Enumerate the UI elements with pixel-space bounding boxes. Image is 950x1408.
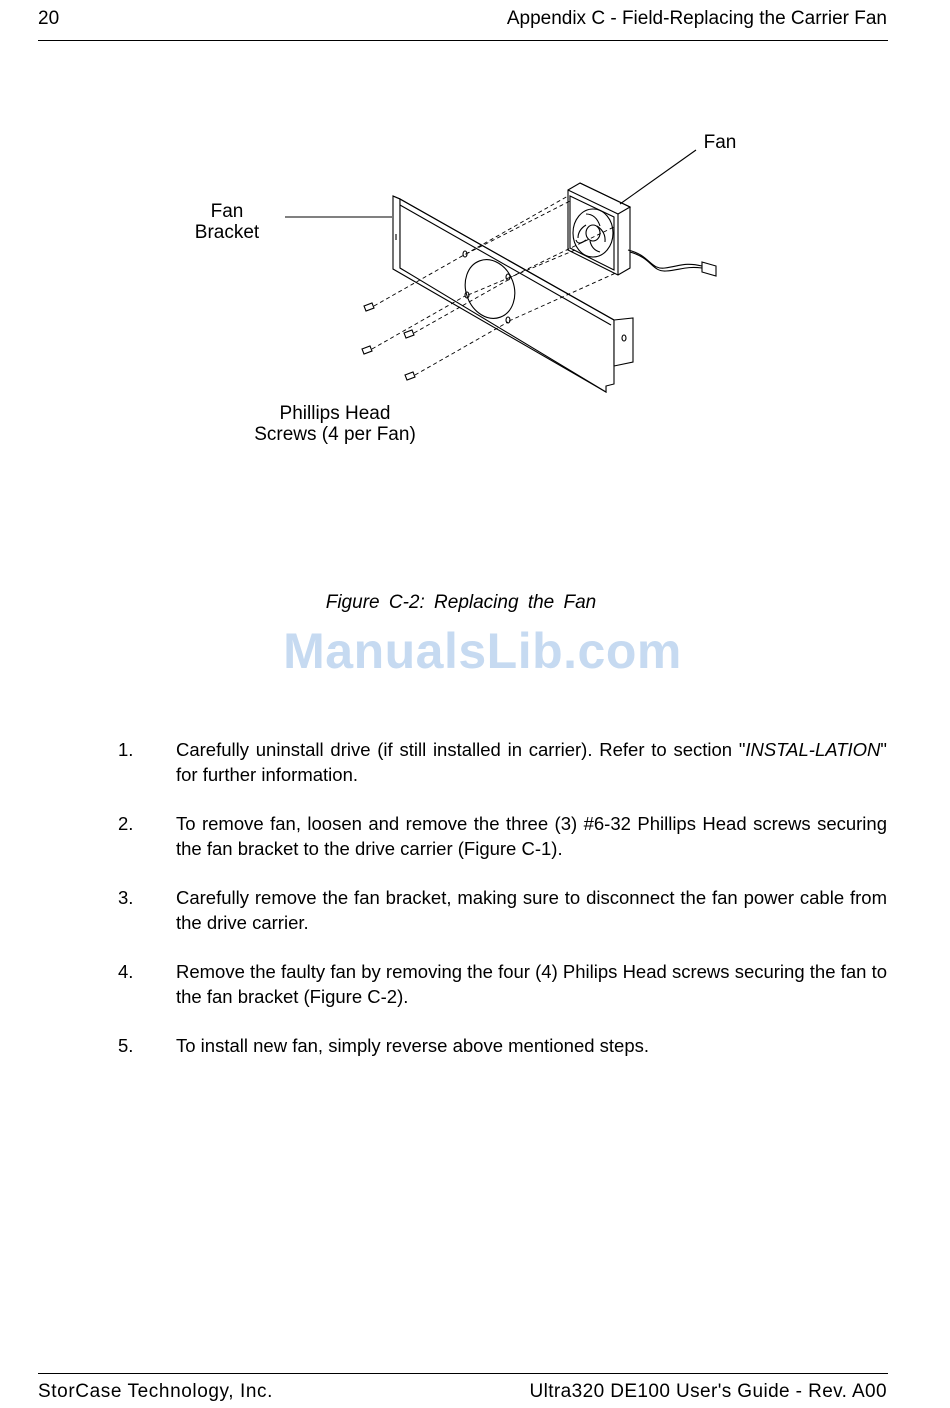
page-header-title: Appendix C - Field-Replacing the Carrier Fan <box>506 8 887 29</box>
footer-divider <box>38 1373 888 1374</box>
page-number: 20 <box>38 8 60 29</box>
step-text <box>176 737 887 787</box>
footer-guide-title: Ultra320 DE100 User's Guide - Rev. A00 <box>529 1381 887 1402</box>
step-text: To remove fan, loosen and remove the three (3) #6-32 Phillips Head screws securing the fan bracket to the drive carrier (Figure C-1). <box>176 813 887 859</box>
step-text: To install new fan, simply reverse above mentioned steps. <box>176 1035 650 1056</box>
footer-company: StorCase Technology, Inc. <box>38 1381 274 1402</box>
list-item <box>0 885 950 935</box>
fan-bracket-callout-line2: Bracket <box>194 222 260 243</box>
fan-leader-line <box>620 150 696 204</box>
fan-replacement-diagram <box>0 0 950 470</box>
step-text-section-ref: INSTAL-LATION <box>745 739 881 760</box>
list-item <box>0 959 950 1009</box>
step-number: 4. <box>118 961 134 982</box>
list-item <box>0 1033 950 1058</box>
step-number: 1. <box>118 739 134 760</box>
screws-illustration <box>362 303 415 380</box>
step-number: 2. <box>118 813 134 834</box>
screws-callout <box>232 403 438 445</box>
watermark: ManualsLib.com <box>283 623 682 679</box>
figure-caption: Figure C-2: Replacing the Fan <box>325 592 597 613</box>
fan-callout: Fan <box>703 132 737 153</box>
step-text: Carefully remove the fan bracket, making sure to disconnect the fan power cable from the drive carrier. <box>176 887 887 933</box>
fan-bracket-callout <box>177 201 277 243</box>
screws-callout-line1: Phillips Head <box>279 403 391 424</box>
screws-callout-line2: Screws (4 per Fan) <box>254 424 416 445</box>
fan-bracket-callout-line1: Fan <box>210 201 244 222</box>
step-number: 3. <box>118 887 134 908</box>
step-text: Remove the faulty fan by removing the four (4) Philips Head screws securing the fan to the fan bracket (Figure C-2). <box>176 961 887 1007</box>
step-number: 5. <box>118 1035 134 1056</box>
steps-list <box>0 737 950 1082</box>
step-text-part: Carefully uninstall drive (if still installed in carrier). Refer to section " <box>176 739 746 760</box>
fan-illustration <box>568 183 716 276</box>
list-item <box>0 737 950 787</box>
list-item <box>0 811 950 861</box>
step-text-part: " for further information. <box>176 739 887 785</box>
